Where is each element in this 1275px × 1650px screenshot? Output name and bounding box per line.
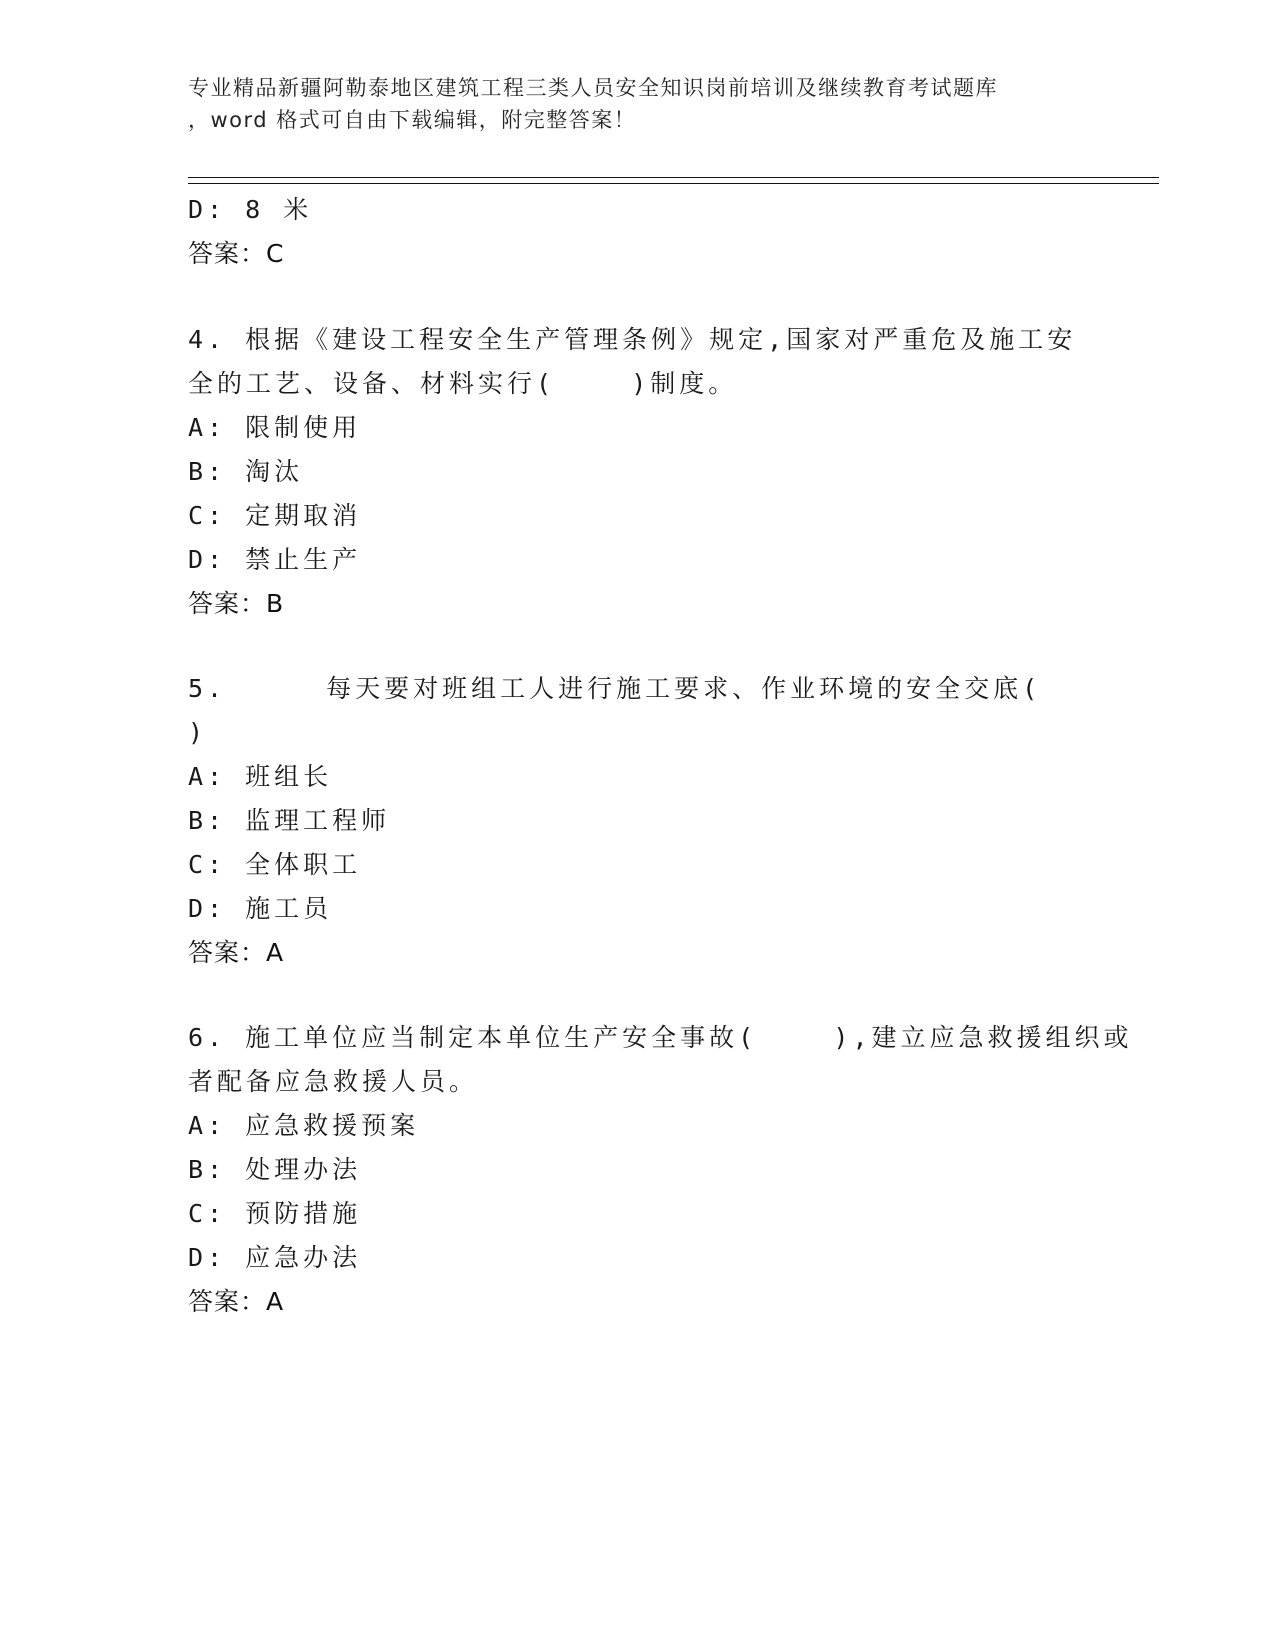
- q4-option-d: D: 禁止生产: [188, 545, 362, 574]
- prev-answer: 答案：C: [188, 239, 285, 268]
- q6-option-d: D: 应急办法: [188, 1243, 362, 1272]
- prev-option-d: D: 8 米: [188, 195, 313, 224]
- q4-stem-line-2: 全的工艺、设备、材料实行( )制度。: [188, 369, 738, 398]
- q5-option-c: C: 全体职工: [188, 850, 362, 879]
- q6-stem-line-1: 6. 施工单位应当制定本单位生产安全事故( ),建立应急救援组织或: [188, 1023, 1133, 1052]
- q5-stem-text: 每天要对班组工人进行施工要求、作业环境的安全交底(: [326, 674, 1042, 703]
- q4-option-a: A: 限制使用: [188, 413, 362, 442]
- header-rule-top: [188, 177, 1159, 178]
- q6-option-a: A: 应急救援预案: [188, 1111, 420, 1140]
- q5-option-d: D: 施工员: [188, 894, 333, 923]
- q4-answer: 答案：B: [188, 589, 285, 618]
- q5-stem-line-2: ): [188, 718, 208, 747]
- q5-option-a: A: 班组长: [188, 762, 333, 791]
- q6-answer: 答案：A: [188, 1287, 285, 1316]
- header-title-line-2: ，word 格式可自由下载编辑，附完整答案！: [188, 108, 637, 132]
- q4-option-b: B: 淘汰: [188, 457, 304, 486]
- q5-stem-line-1: [188, 672, 1041, 706]
- q5-option-b: B: 监理工程师: [188, 806, 391, 835]
- q4-option-c: C: 定期取消: [188, 501, 362, 530]
- q6-option-b: B: 处理办法: [188, 1155, 362, 1184]
- q5-answer: 答案：A: [188, 938, 285, 967]
- header-title-line-1: 专业精品新疆阿勒泰地区建筑工程三类人员安全知识岗前培训及继续教育考试题库: [188, 76, 998, 100]
- header-rule-bottom: [188, 183, 1159, 184]
- q5-number: 5.: [188, 674, 227, 703]
- q6-option-c: C: 预防措施: [188, 1199, 362, 1228]
- q4-stem-line-1: 4. 根据《建设工程安全生产管理条例》规定,国家对严重危及施工安: [188, 325, 1077, 354]
- document-header: [188, 72, 1088, 136]
- q6-stem-line-2: 者配备应急救援人员。: [188, 1067, 479, 1096]
